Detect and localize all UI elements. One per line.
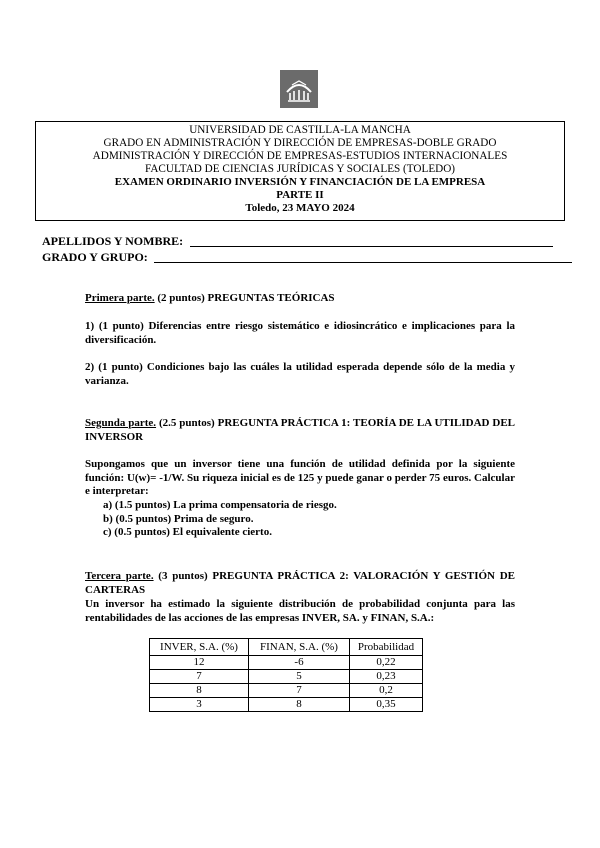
table-header-probability: Probabilidad	[350, 639, 423, 656]
exam-header	[35, 121, 565, 221]
table-row	[150, 656, 423, 670]
table-header-inver: INVER, S.A. (%)	[150, 639, 249, 656]
university-name: UNIVERSIDAD DE CASTILLA-LA MANCHA	[189, 124, 411, 136]
part2-heading: (2.5 puntos) PREGUNTA PRÁCTICA 1: TEORÍA DE LA UTILIDAD DEL INVERSOR	[85, 417, 515, 443]
degree-line: GRADO EN ADMINISTRACIÓN Y DIRECCIÓN DE EMPRESAS-DOBLE GRADO	[103, 137, 497, 149]
table-row	[150, 698, 423, 712]
table-cell: -6	[249, 656, 350, 670]
exam-part: PARTE II	[276, 189, 324, 201]
table-cell: 0,35	[350, 698, 423, 712]
faculty-name: FACULTAD DE CIENCIAS JURÍDICAS Y SOCIALES (TOLEDO)	[144, 163, 456, 175]
university-logo-icon	[280, 70, 318, 108]
part2-item-c: c) (0.5 puntos) El equivalente cierto.	[103, 526, 272, 538]
group-field[interactable]	[154, 262, 572, 263]
part1-title	[85, 292, 515, 306]
part2-item-b: b) (0.5 puntos) Prima de seguro.	[103, 512, 254, 525]
table-cell: 5	[249, 670, 350, 684]
name-field[interactable]	[190, 246, 553, 247]
group-label: GRADO Y GRUPO:	[42, 250, 148, 264]
part3-label: Tercera parte.	[85, 570, 154, 582]
part3-title	[85, 570, 515, 597]
part1-question-1: 1) (1 punto) Diferencias entre riesgo sistemático e idiosincrático e implicaciones para la diversificación.	[85, 320, 515, 346]
name-label: APELLIDOS Y NOMBRE:	[42, 234, 184, 248]
table-cell: 0,22	[350, 656, 423, 670]
exam-title: EXAMEN ORDINARIO INVERSIÓN Y FINANCIACIÓN DE LA EMPRESA	[114, 176, 486, 188]
part1-heading: (2 puntos) PREGUNTAS TEÓRICAS	[154, 292, 335, 304]
university-logo	[280, 70, 318, 108]
degree-line-2: ADMINISTRACIÓN Y DIRECCIÓN DE EMPRESAS-ESTUDIOS INTERNACIONALES	[92, 150, 508, 162]
student-fields	[42, 234, 183, 266]
part2-statement: Supongamos que un inversor tiene una función de utilidad definida por la siguiente función: U(w)= -1/W. Su riqueza inicial es de 125 y puede ganar o perder 75 euros. Calcular e interpretar:	[85, 458, 515, 497]
table-cell: 8	[249, 698, 350, 712]
part2-title	[85, 417, 515, 444]
table-cell: 7	[150, 670, 249, 684]
part3-heading: (3 puntos) PREGUNTA PRÁCTICA 2: VALORACIÓN Y GESTIÓN DE CARTERAS	[85, 570, 515, 596]
table-cell: 3	[150, 698, 249, 712]
table-row	[150, 684, 423, 698]
table-cell: 0,2	[350, 684, 423, 698]
part2-items	[85, 499, 515, 540]
part1-question-2: 2) (1 punto) Condiciones bajo las cuáles la utilidad esperada depende sólo de la media y varianza.	[85, 361, 515, 387]
part3-statement: Un inversor ha estimado la siguiente distribución de probabilidad conjunta para las rentabilidades de las acciones de las empresas INVER, SA. y FINAN, S.A.:	[85, 598, 515, 624]
part2-label: Segunda parte.	[85, 417, 157, 429]
table-cell: 12	[150, 656, 249, 670]
table-header-finan: FINAN, S.A. (%)	[249, 639, 350, 656]
table-cell: 8	[150, 684, 249, 698]
table-row	[150, 670, 423, 684]
exam-date: Toledo, 23 MAYO 2024	[245, 202, 355, 214]
table-header-row	[150, 639, 423, 656]
part2-item-a: a) (1.5 puntos) La prima compensatoria de riesgo.	[103, 499, 337, 511]
table-cell: 7	[249, 684, 350, 698]
probability-table	[149, 638, 423, 712]
part1-label: Primera parte.	[85, 292, 155, 304]
table-cell: 0,23	[350, 670, 423, 684]
